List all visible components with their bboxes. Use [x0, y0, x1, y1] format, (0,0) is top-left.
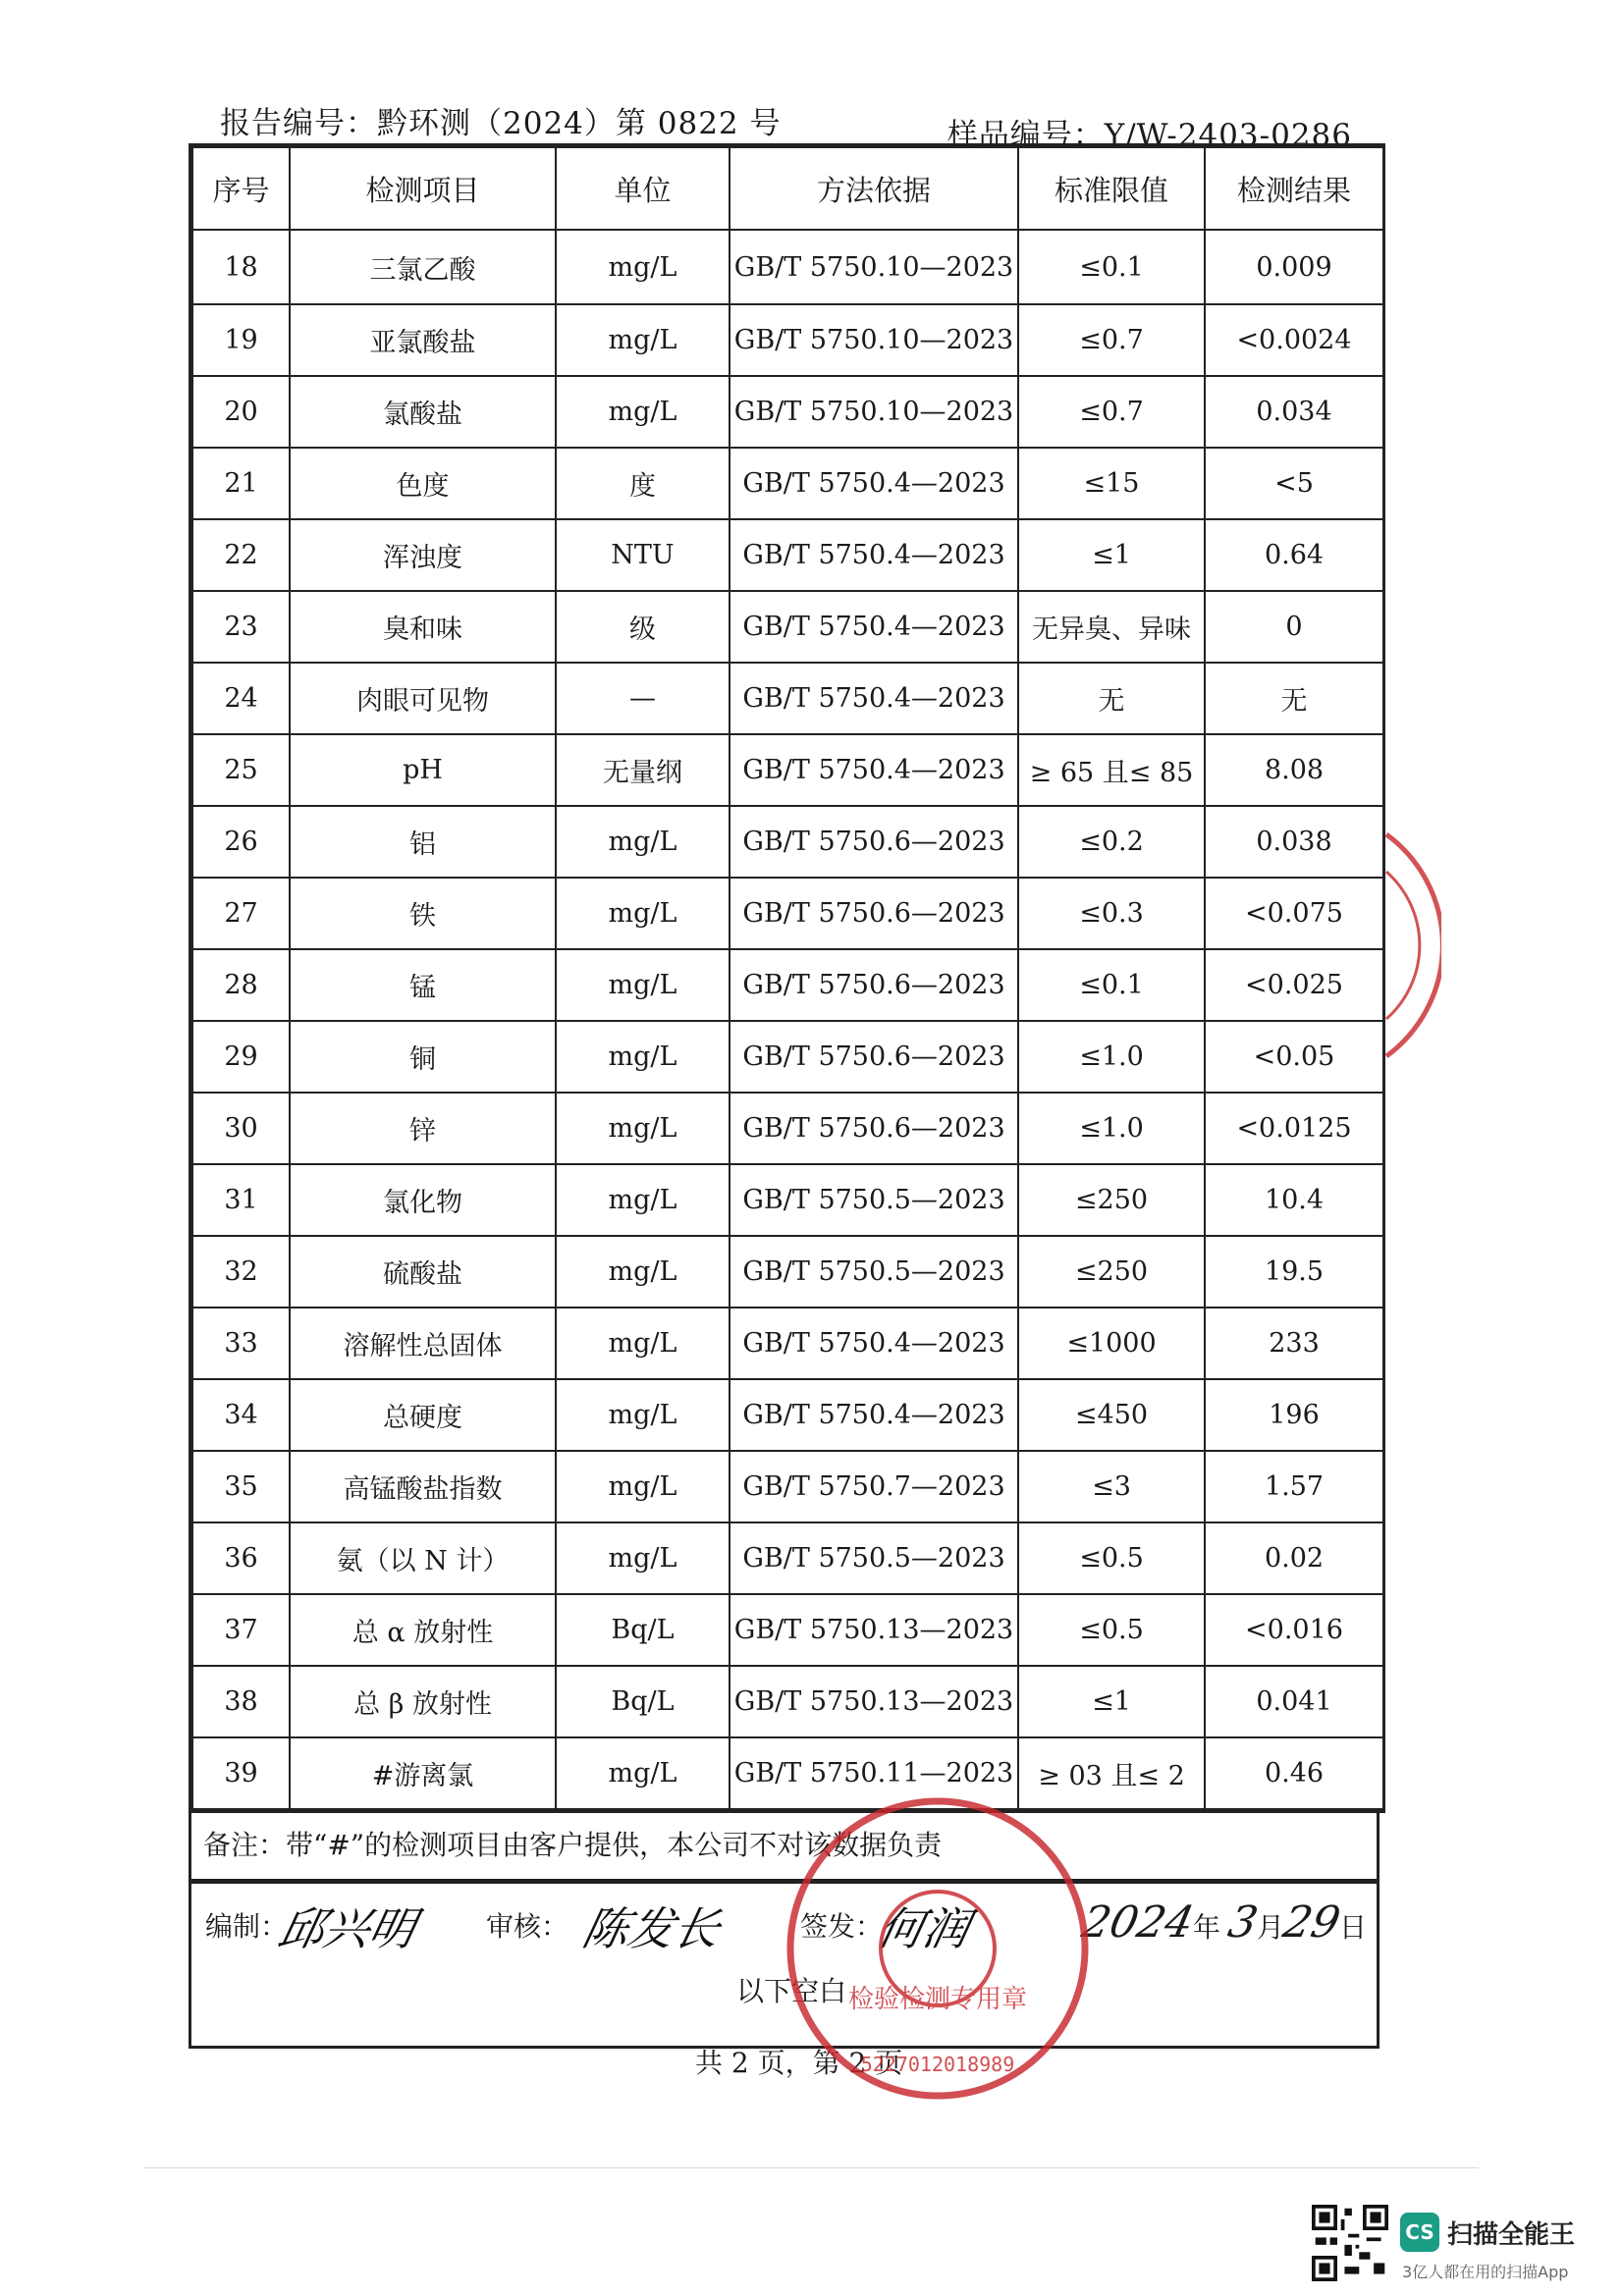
cell-unit: mg/L — [556, 1451, 730, 1522]
cell-index: 21 — [192, 448, 290, 519]
cell-item: 浑浊度 — [290, 519, 556, 591]
cell-item: 氯化物 — [290, 1164, 556, 1236]
table-row — [192, 1236, 1383, 1308]
cell-method: GB/T 5750.4—2023 — [730, 591, 1018, 663]
cell-method: GB/T 5750.5—2023 — [730, 1236, 1018, 1308]
scanner-app-name: 扫描全能王 — [1447, 2220, 1576, 2250]
cell-method: GB/T 5750.4—2023 — [730, 1379, 1018, 1451]
cell-index: 27 — [192, 878, 290, 949]
cell-index: 34 — [192, 1379, 290, 1451]
cell-item: 三氯乙酸 — [290, 230, 556, 304]
cell-method: GB/T 5750.13—2023 — [730, 1594, 1018, 1666]
compiler-label: 编制： — [205, 1910, 289, 1943]
seal-edge-partial — [1382, 832, 1441, 1058]
cell-item: 高锰酸盐指数 — [290, 1451, 556, 1522]
cell-limit: ≥ 03 且≤ 2 — [1018, 1737, 1205, 1809]
table-row — [192, 806, 1383, 878]
scanner-watermark — [1312, 2205, 1606, 2283]
cell-result: 1.57 — [1205, 1451, 1383, 1522]
cell-limit: ≤1000 — [1018, 1308, 1205, 1379]
cell-unit: mg/L — [556, 1021, 730, 1093]
cell-index: 28 — [192, 949, 290, 1021]
cell-unit: — — [556, 663, 730, 734]
cell-method: GB/T 5750.10—2023 — [730, 230, 1018, 304]
table-row — [192, 1308, 1383, 1379]
scanner-slogan: 3亿人都在用的扫描App — [1402, 2263, 1569, 2281]
cell-result: 0.038 — [1205, 806, 1383, 878]
divider — [143, 2167, 1479, 2168]
cell-unit: mg/L — [556, 1164, 730, 1236]
table-row — [192, 1164, 1383, 1236]
cell-index: 25 — [192, 734, 290, 806]
seal-code: 5227012018989 — [860, 2053, 1015, 2076]
table-row — [192, 949, 1383, 1021]
cell-index: 22 — [192, 519, 290, 591]
cell-method: GB/T 5750.10—2023 — [730, 376, 1018, 448]
cell-result: 233 — [1205, 1308, 1383, 1379]
cell-method: GB/T 5750.6—2023 — [730, 1021, 1018, 1093]
col-header-item: 检测项目 — [290, 147, 556, 230]
cell-limit: ≤0.5 — [1018, 1522, 1205, 1594]
cell-index: 18 — [192, 230, 290, 304]
cell-limit: ≤1 — [1018, 1666, 1205, 1737]
cell-index: 20 — [192, 376, 290, 448]
cell-unit: mg/L — [556, 304, 730, 376]
remarks: 备注：带“#”的检测项目由客户提供，本公司不对该数据负责 — [189, 1809, 1380, 1882]
date-year: 2024 — [1077, 1897, 1199, 1948]
cell-unit: mg/L — [556, 1737, 730, 1809]
cell-item: 色度 — [290, 448, 556, 519]
table-row — [192, 663, 1383, 734]
cell-unit: mg/L — [556, 878, 730, 949]
cell-unit: 级 — [556, 591, 730, 663]
cell-index: 19 — [192, 304, 290, 376]
date-month-unit: 月 — [1256, 1911, 1284, 1944]
qr-code-icon — [1312, 2205, 1388, 2281]
cell-item: 亚氯酸盐 — [290, 304, 556, 376]
cell-method: GB/T 5750.13—2023 — [730, 1666, 1018, 1737]
cell-method: GB/T 5750.4—2023 — [730, 1308, 1018, 1379]
table-row — [192, 448, 1383, 519]
cell-limit: ≤0.3 — [1018, 878, 1205, 949]
cell-result: 0.034 — [1205, 376, 1383, 448]
table-row — [192, 1451, 1383, 1522]
cell-result: 19.5 — [1205, 1236, 1383, 1308]
reviewer-signature: 陈发长 — [577, 1902, 726, 1955]
table-row — [192, 304, 1383, 376]
cell-limit: ≤450 — [1018, 1379, 1205, 1451]
cell-limit: ≤250 — [1018, 1236, 1205, 1308]
cell-limit: ≤250 — [1018, 1164, 1205, 1236]
cell-method: GB/T 5750.4—2023 — [730, 734, 1018, 806]
cell-unit: NTU — [556, 519, 730, 591]
cell-limit: ≤1 — [1018, 519, 1205, 591]
blank-below-text: 以下空白 — [736, 1975, 847, 2007]
cell-result: <5 — [1205, 448, 1383, 519]
cell-unit: mg/L — [556, 949, 730, 1021]
col-header-result: 检测结果 — [1205, 147, 1383, 230]
cell-result: 0.009 — [1205, 230, 1383, 304]
issue-date — [1077, 1897, 1367, 1948]
cell-item: 总 β 放射性 — [290, 1666, 556, 1737]
cell-method: GB/T 5750.10—2023 — [730, 304, 1018, 376]
date-day-unit: 日 — [1338, 1911, 1367, 1944]
table-row — [192, 519, 1383, 591]
cell-result: <0.05 — [1205, 1021, 1383, 1093]
cell-index: 24 — [192, 663, 290, 734]
cell-method: GB/T 5750.6—2023 — [730, 949, 1018, 1021]
cell-result: 0 — [1205, 591, 1383, 663]
cell-result: 0.46 — [1205, 1737, 1383, 1809]
cell-limit: ≤0.5 — [1018, 1594, 1205, 1666]
col-header-unit: 单位 — [556, 147, 730, 230]
cell-item: 氯酸盐 — [290, 376, 556, 448]
cell-item: 总硬度 — [290, 1379, 556, 1451]
compiler-signature: 邱兴明 — [273, 1902, 421, 1955]
cs-logo-icon: CS — [1400, 2213, 1439, 2252]
cell-unit: mg/L — [556, 1379, 730, 1451]
cell-unit: 无量纲 — [556, 734, 730, 806]
cell-unit: Bq/L — [556, 1594, 730, 1666]
cell-item: 铁 — [290, 878, 556, 949]
cell-result: 0.02 — [1205, 1522, 1383, 1594]
table-row — [192, 1594, 1383, 1666]
cell-result: <0.0125 — [1205, 1093, 1383, 1164]
cell-item: 锌 — [290, 1093, 556, 1164]
cell-item: 总 α 放射性 — [290, 1594, 556, 1666]
cell-index: 31 — [192, 1164, 290, 1236]
cell-limit: 无 — [1018, 663, 1205, 734]
cell-item: 铜 — [290, 1021, 556, 1093]
cell-limit: ≤0.1 — [1018, 230, 1205, 304]
cell-index: 36 — [192, 1522, 290, 1594]
page-number: 共 2 页，第 2 页 — [695, 2047, 903, 2079]
cell-unit: mg/L — [556, 806, 730, 878]
cell-result: 0.64 — [1205, 519, 1383, 591]
cell-result: 0.041 — [1205, 1666, 1383, 1737]
cell-index: 29 — [192, 1021, 290, 1093]
table-row — [192, 1522, 1383, 1594]
seal-text: 检验检测专用章 — [847, 1985, 1028, 2014]
cell-index: 32 — [192, 1236, 290, 1308]
cell-item: pH — [290, 734, 556, 806]
cell-method: GB/T 5750.4—2023 — [730, 448, 1018, 519]
cell-item: 臭和味 — [290, 591, 556, 663]
col-header-limit: 标准限值 — [1018, 147, 1205, 230]
table-row — [192, 734, 1383, 806]
cell-limit: ≤0.2 — [1018, 806, 1205, 878]
table-row — [192, 1666, 1383, 1737]
cell-index: 35 — [192, 1451, 290, 1522]
table-row — [192, 1093, 1383, 1164]
cell-item: 溶解性总固体 — [290, 1308, 556, 1379]
sample-number: 样品编号：Y/W-2403-0286 — [947, 118, 1352, 153]
issuer-label: 签发： — [800, 1910, 884, 1943]
col-header-method: 方法依据 — [730, 147, 1018, 230]
issuer-signature: 何润 — [872, 1902, 975, 1955]
cell-result: 196 — [1205, 1379, 1383, 1451]
cell-index: 33 — [192, 1308, 290, 1379]
cell-index: 37 — [192, 1594, 290, 1666]
reviewer-label: 审核： — [486, 1910, 569, 1943]
cell-item: 氨（以 N 计） — [290, 1522, 556, 1594]
cell-result: 8.08 — [1205, 734, 1383, 806]
cell-unit: mg/L — [556, 1093, 730, 1164]
cell-unit: mg/L — [556, 1308, 730, 1379]
date-day: 29 — [1278, 1897, 1345, 1948]
table-row — [192, 878, 1383, 949]
table-row — [192, 376, 1383, 448]
cell-result: <0.016 — [1205, 1594, 1383, 1666]
cell-limit: ≤1.0 — [1018, 1021, 1205, 1093]
cell-method: GB/T 5750.5—2023 — [730, 1522, 1018, 1594]
report-number: 报告编号：黔环测（2024）第 0822 号 — [220, 106, 782, 141]
cell-method: GB/T 5750.6—2023 — [730, 1093, 1018, 1164]
cell-item: 锰 — [290, 949, 556, 1021]
cell-limit: ≤15 — [1018, 448, 1205, 519]
table-header-row — [192, 147, 1383, 230]
cell-unit: 度 — [556, 448, 730, 519]
cell-unit: mg/L — [556, 230, 730, 304]
cell-limit: ≤0.1 — [1018, 949, 1205, 1021]
cell-unit: mg/L — [556, 1522, 730, 1594]
results-table — [189, 143, 1385, 1813]
cell-item: 硫酸盐 — [290, 1236, 556, 1308]
table-row — [192, 1379, 1383, 1451]
cell-method: GB/T 5750.7—2023 — [730, 1451, 1018, 1522]
cell-limit: ≤3 — [1018, 1451, 1205, 1522]
cell-unit: Bq/L — [556, 1666, 730, 1737]
cell-item: 肉眼可见物 — [290, 663, 556, 734]
cell-index: 39 — [192, 1737, 290, 1809]
date-year-unit: 年 — [1193, 1911, 1221, 1944]
cell-limit: ≤0.7 — [1018, 376, 1205, 448]
cell-method: GB/T 5750.11—2023 — [730, 1737, 1018, 1809]
cell-result: <0.075 — [1205, 878, 1383, 949]
cell-result: 无 — [1205, 663, 1383, 734]
col-header-index: 序号 — [192, 147, 290, 230]
date-month: 3 — [1223, 1897, 1263, 1948]
cell-result: <0.0024 — [1205, 304, 1383, 376]
cell-index: 30 — [192, 1093, 290, 1164]
cell-limit: ≥ 65 且≤ 85 — [1018, 734, 1205, 806]
cell-limit: 无异臭、异味 — [1018, 591, 1205, 663]
official-seal — [776, 1787, 1100, 2110]
cell-result: <0.025 — [1205, 949, 1383, 1021]
cell-method: GB/T 5750.6—2023 — [730, 878, 1018, 949]
cell-item: 铝 — [290, 806, 556, 878]
cell-index: 23 — [192, 591, 290, 663]
cell-method: GB/T 5750.6—2023 — [730, 806, 1018, 878]
table-row — [192, 591, 1383, 663]
cell-limit: ≤1.0 — [1018, 1093, 1205, 1164]
cell-method: GB/T 5750.4—2023 — [730, 519, 1018, 591]
cell-unit: mg/L — [556, 376, 730, 448]
cell-unit: mg/L — [556, 1236, 730, 1308]
cell-item: #游离氯 — [290, 1737, 556, 1809]
cell-limit: ≤0.7 — [1018, 304, 1205, 376]
cell-index: 26 — [192, 806, 290, 878]
cell-index: 38 — [192, 1666, 290, 1737]
cell-method: GB/T 5750.4—2023 — [730, 663, 1018, 734]
table-row — [192, 1021, 1383, 1093]
cell-result: 10.4 — [1205, 1164, 1383, 1236]
cell-method: GB/T 5750.5—2023 — [730, 1164, 1018, 1236]
table-row — [192, 230, 1383, 304]
